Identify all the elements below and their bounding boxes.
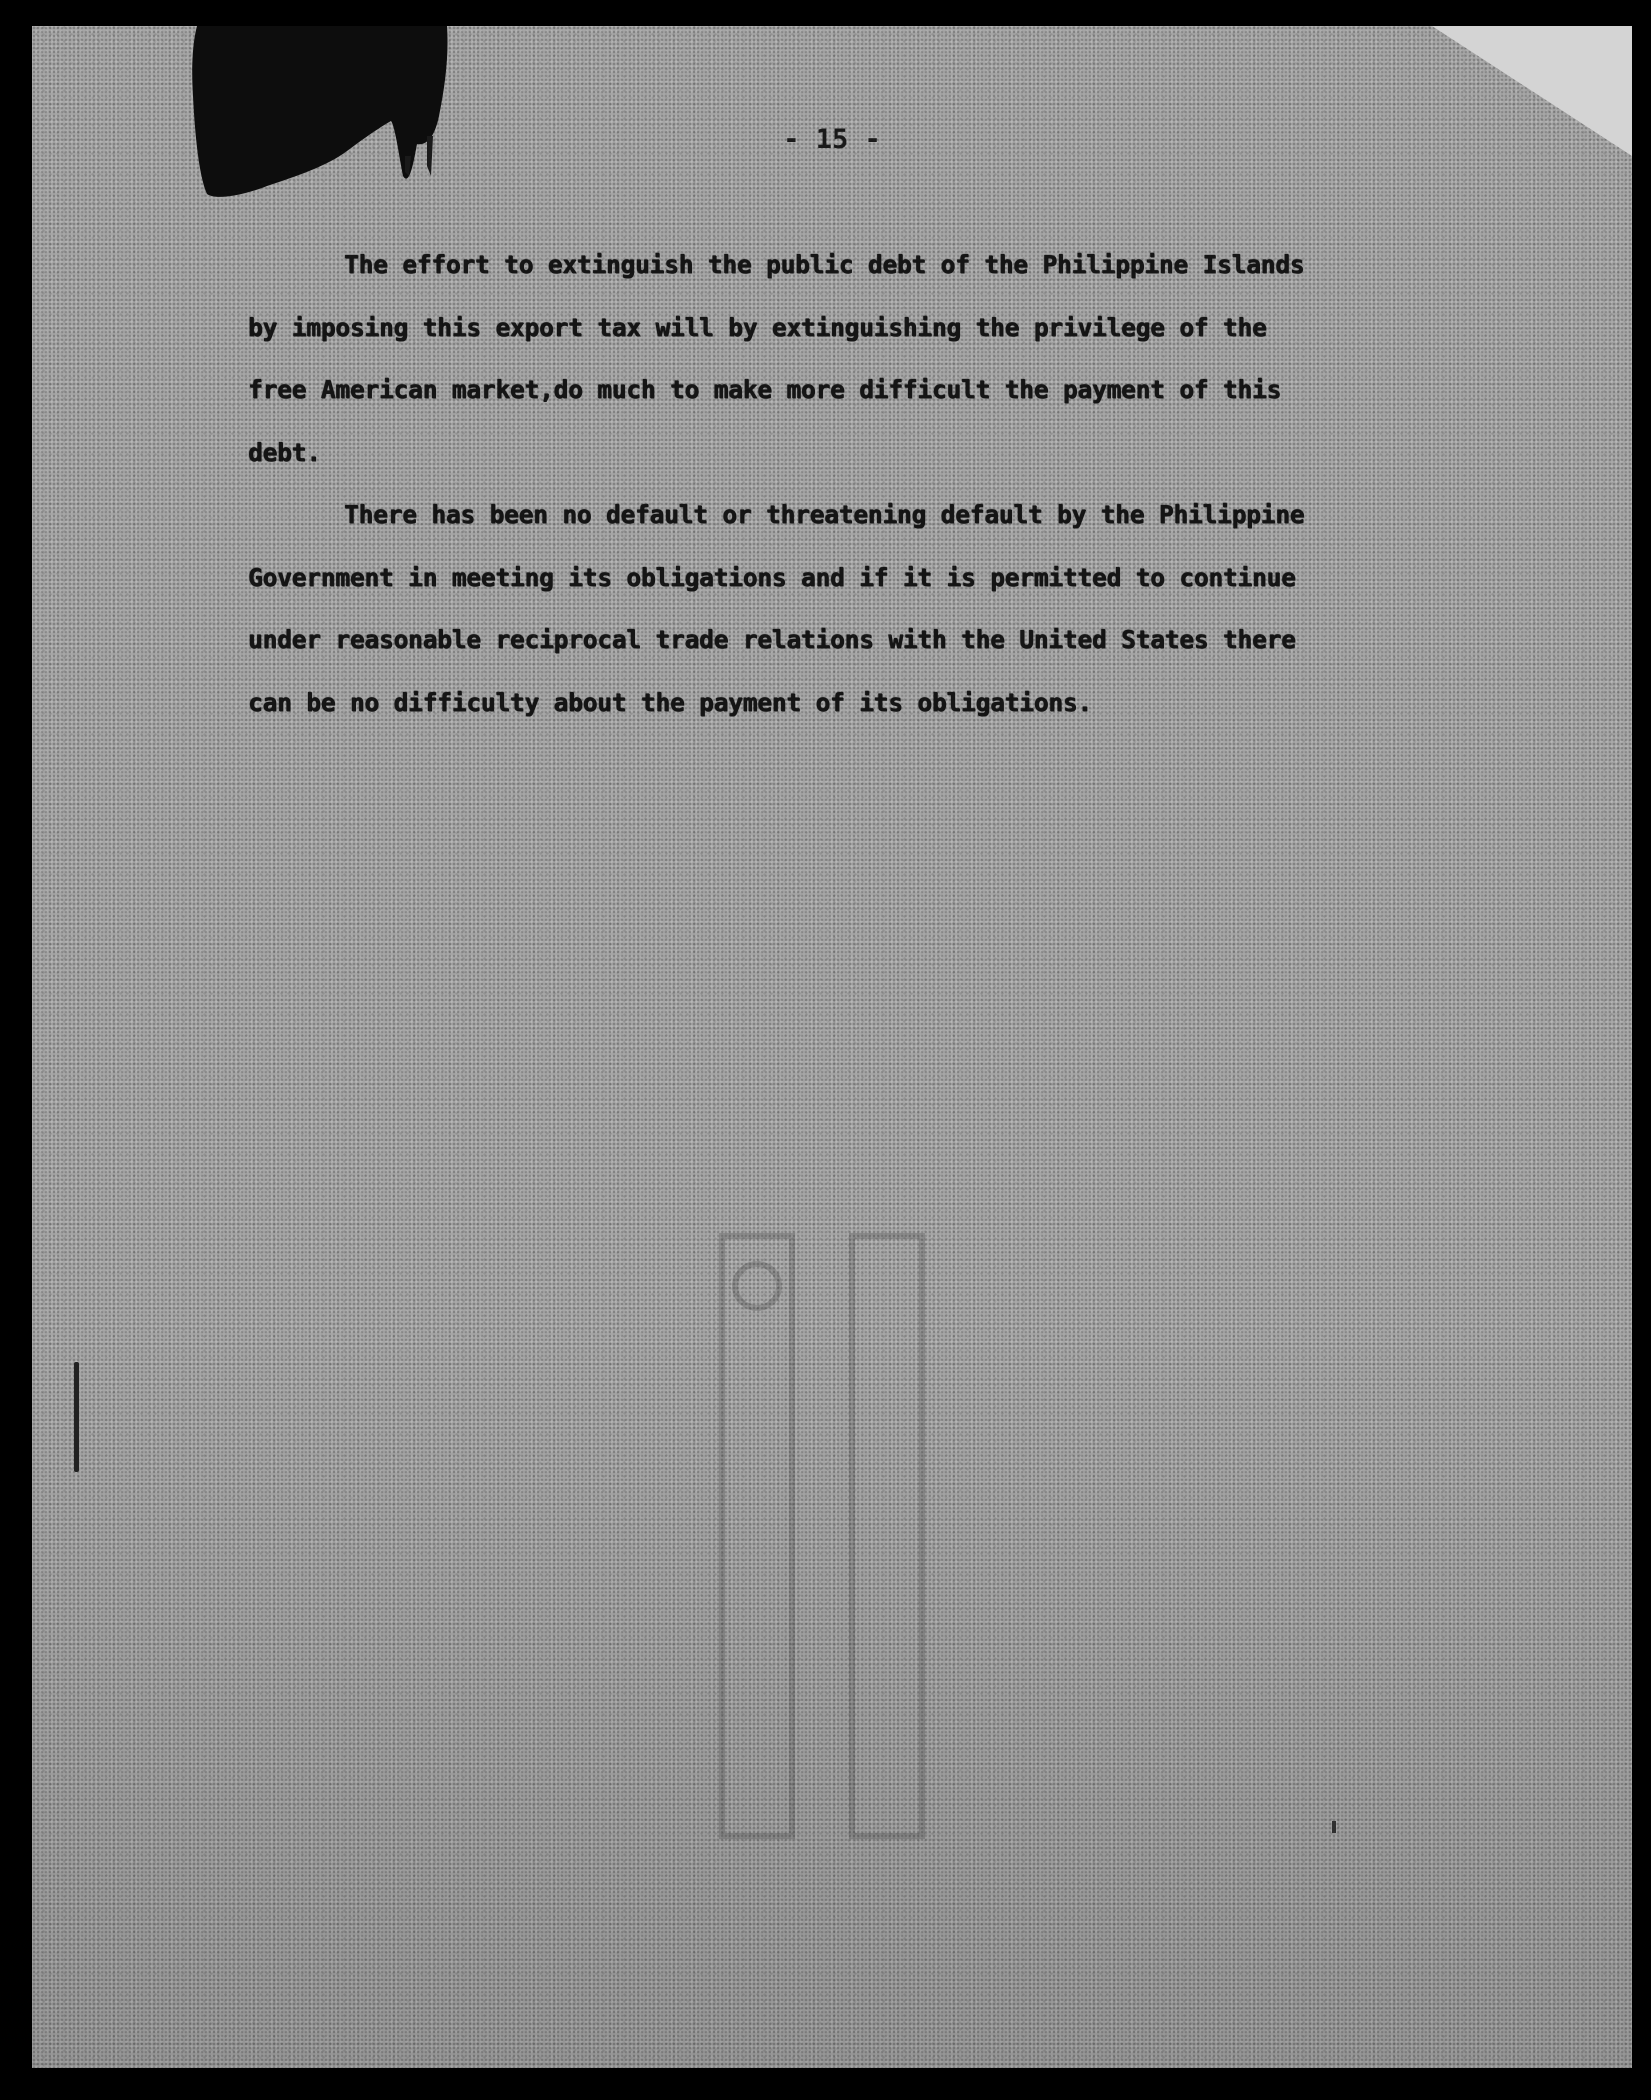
text-line: There has been no default or threatening default by the Philippine	[344, 500, 1305, 529]
text-line: free American market,do much to make more difficult the payment of this	[248, 375, 1282, 404]
text-line: Government in meeting its obligations and if it is permitted to continue	[248, 562, 1296, 592]
stray-mark	[1332, 1821, 1336, 1833]
page-number: - 15 -	[783, 124, 881, 155]
document-page	[32, 26, 1632, 2068]
paragraph	[248, 500, 1428, 750]
text-line: The effort to extinguish the public debt of the Philippine Islands	[344, 250, 1305, 279]
ink-blot-stain	[177, 26, 467, 211]
text-line: under reasonable reciprocal trade relations with the United States there	[248, 625, 1296, 654]
text-line: can be no difficulty about the payment of its obligations.	[248, 687, 1092, 717]
faint-watermark-stamp	[712, 1226, 952, 1846]
text-line: by imposing this export tax will by extinguishing the privilege of the	[248, 312, 1267, 342]
margin-pen-mark	[74, 1362, 79, 1472]
text-line: debt.	[248, 437, 321, 467]
body-text	[248, 250, 1428, 750]
paragraph	[248, 250, 1428, 500]
